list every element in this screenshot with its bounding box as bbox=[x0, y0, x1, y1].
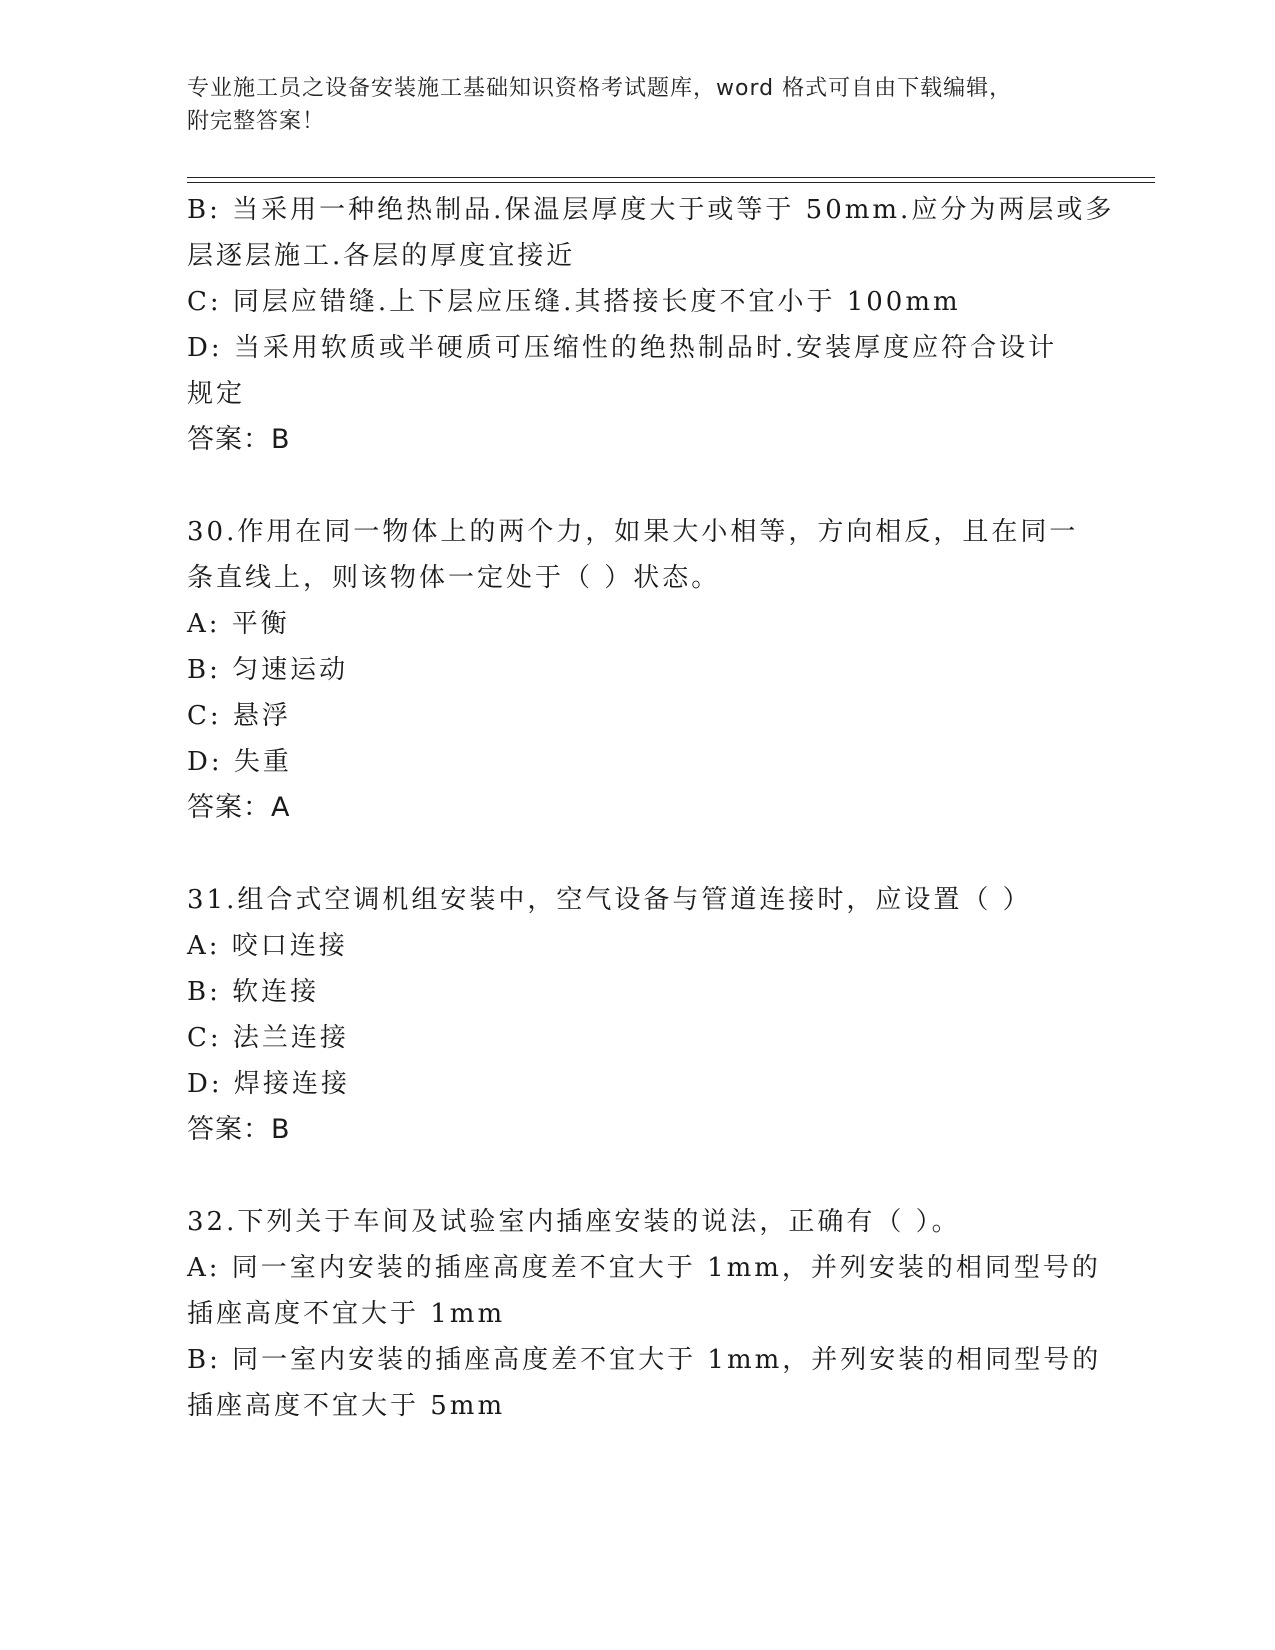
spacer bbox=[187, 463, 1087, 509]
question-stem-line-2: 条直线上，则该物体一定处于（ ）状态。 bbox=[187, 563, 721, 593]
option-a-line-1: A: 同一室内安装的插座高度差不宜大于 1mm，并列安装的相同型号的 bbox=[187, 1253, 1101, 1283]
question-31 bbox=[187, 877, 1087, 1153]
option-d: D: 失重 bbox=[187, 747, 292, 777]
question-30 bbox=[187, 509, 1087, 831]
header-divider-top bbox=[187, 177, 1155, 178]
option-b-line-1: B: 同一室内安装的插座高度差不宜大于 1mm，并列安装的相同型号的 bbox=[187, 1345, 1102, 1375]
spacer bbox=[187, 831, 1087, 877]
question-32 bbox=[187, 1199, 1102, 1429]
option-a: A: 咬口连接 bbox=[187, 931, 348, 961]
question-list bbox=[187, 187, 1115, 1429]
document-header bbox=[187, 72, 1067, 138]
option-d-line-1: D: 当采用软质或半硬质可压缩性的绝热制品时.安装厚度应符合设计 bbox=[187, 333, 1058, 363]
option-a-line-2: 插座高度不宜大于 1mm bbox=[187, 1299, 506, 1329]
question-29-partial bbox=[187, 187, 1115, 463]
option-a: A: 平衡 bbox=[187, 609, 290, 639]
option-b-line-1: B: 当采用一种绝热制品.保温层厚度大于或等于 50mm.应分为两层或多 bbox=[187, 195, 1115, 225]
option-b-line-2: 插座高度不宜大于 5mm bbox=[187, 1391, 506, 1421]
header-divider-bottom bbox=[187, 182, 1155, 183]
question-stem: 32.下列关于车间及试验室内插座安装的说法，正确有（ ）。 bbox=[187, 1207, 961, 1237]
option-d: D: 焊接连接 bbox=[187, 1069, 350, 1099]
option-b: B: 匀速运动 bbox=[187, 655, 349, 685]
question-stem: 31.组合式空调机组安装中，空气设备与管道连接时，应设置（ ） bbox=[187, 885, 1032, 915]
option-b: B: 软连接 bbox=[187, 977, 320, 1007]
option-c: C: 同层应错缝.上下层应压缝.其搭接长度不宜小于 100mm bbox=[187, 287, 961, 317]
answer: 答案：A bbox=[187, 792, 291, 823]
option-d-line-2: 规定 bbox=[187, 379, 246, 409]
option-c: C: 悬浮 bbox=[187, 701, 291, 731]
answer: 答案：B bbox=[187, 1114, 291, 1145]
option-c: C: 法兰连接 bbox=[187, 1023, 349, 1053]
spacer bbox=[187, 1153, 1087, 1199]
header-line-2: 附完整答案！ bbox=[187, 109, 326, 134]
header-line-1: 专业施工员之设备安装施工基础知识资格考试题库，word 格式可自由下载编辑， bbox=[187, 76, 1013, 101]
option-b-line-2: 层逐层施工.各层的厚度宜接近 bbox=[187, 241, 576, 271]
question-stem-line-1: 30.作用在同一物体上的两个力，如果大小相等，方向相反，且在同一 bbox=[187, 517, 1079, 547]
answer: 答案：B bbox=[187, 424, 291, 455]
